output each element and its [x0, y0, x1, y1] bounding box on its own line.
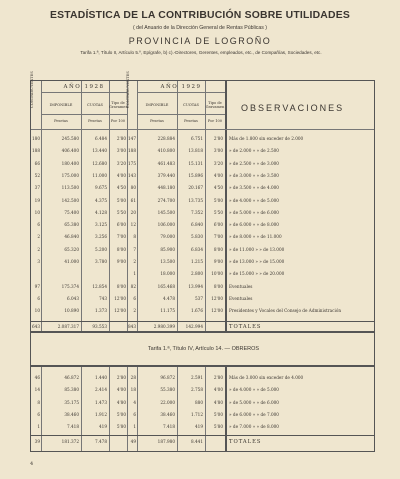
table-cell-imp2: 410.800: [157, 148, 175, 154]
table-cell-obs: » de 2.000 » » de 2.500: [229, 148, 279, 154]
table-cell-cuo2: 6.834: [191, 246, 203, 252]
table-cell-cuo2: 1.676: [191, 308, 203, 314]
row-divider: [41, 114, 127, 115]
table-cell-cuo2: 537: [195, 295, 203, 301]
table-cell-t2: 8'00: [213, 283, 223, 289]
table-cell-n1: 8: [37, 399, 40, 405]
total-cell-cuo2: 142.994: [185, 324, 203, 329]
table-cell-imp1: 65.380: [64, 222, 79, 228]
table-cell-n1: 46: [34, 375, 40, 380]
table-cell-cuo1: 743: [99, 295, 107, 301]
row-divider: [137, 114, 225, 115]
table-cell-cuo1: 4.375: [95, 197, 107, 203]
table-cell-obs: Eventuales: [229, 283, 253, 289]
table-cell-imp1: 41.000: [64, 259, 79, 264]
table-cell-t1: 6'00: [116, 222, 126, 228]
table-cell-cuo1: 6.484: [95, 136, 107, 141]
row-divider: [137, 92, 225, 93]
table-cell-imp2: 106.000: [157, 222, 175, 228]
table-cell-n2: 2: [133, 259, 136, 264]
table-cell-t1: 4'80: [116, 399, 126, 405]
table-cell-cuo2: 15.131: [188, 160, 203, 166]
contrib-header: CONTRIBUYENTES: [30, 71, 34, 108]
total-cell-n2: 843: [128, 324, 136, 329]
table-cell-imp1: 6.043: [67, 295, 79, 301]
observaciones-header: OBSERVACIONES: [241, 103, 345, 113]
table-cell-n2: 18: [130, 387, 136, 393]
table-cell-cuo1: 1.912: [95, 411, 107, 417]
table-cell-obs: » de 4.000 » » de 5.000: [229, 387, 279, 393]
table-cell-t1: 8'00: [116, 246, 126, 252]
table-cell-n2: 28: [130, 375, 136, 380]
table-cell-t1: 12'00: [114, 308, 126, 314]
table-cell-n1: 52: [34, 172, 40, 178]
table-cell-n2: 6: [133, 295, 136, 301]
section-divider: [31, 365, 374, 367]
table-cell-imp1: 10.890: [64, 308, 79, 314]
table-cell-t2: 2'80: [213, 375, 223, 380]
table-cell-t1: 5'80: [116, 424, 126, 430]
table-cell-imp1: 75.400: [64, 209, 79, 215]
table-cell-n1: 10: [34, 209, 40, 215]
table-cell-n2: 8: [133, 234, 136, 240]
table-cell-cuo2: 5.830: [191, 234, 203, 240]
tarifa-caption: Tarifa 1.ª, Título II, Artículo 5.º, Epígrafe, b) c).-Directores, Gerentes, empleados, etc., de Compañías, Sociedades, etc.: [80, 50, 322, 55]
table-cell-n2: 82: [130, 283, 136, 289]
table-cell-n2: 61: [130, 197, 136, 203]
table-cell-t2: 5'80: [213, 424, 223, 430]
total-cell-n1: 643: [32, 324, 40, 329]
table-cell-obs: » de 7.000 » » de 8.000: [229, 424, 279, 430]
table-cell-cuo1: 1.373: [95, 308, 107, 314]
table-cell-t2: 4'80: [213, 399, 223, 405]
pesetas-unit: Pesetas: [88, 119, 102, 123]
imponible-header: IMPONIBLE: [49, 103, 73, 107]
page-number: 4: [30, 461, 34, 467]
table-cell-n1: 3: [37, 259, 40, 264]
table-cell-n1: 10: [34, 308, 40, 314]
por100-unit: Por 100: [207, 119, 223, 123]
table-cell-t2: 5'50: [213, 209, 223, 215]
table-cell-imp1: 245.580: [61, 136, 79, 141]
section-2-title: Tarifa 1.ª, Título IV, Artículo 14. — OBREROS: [147, 346, 260, 352]
table-cell-obs: Más de 3.000 sin exceder de 4.000: [229, 375, 304, 380]
header-divider: [31, 129, 374, 130]
table-cell-n1: 19: [34, 197, 40, 203]
table-cell-cuo1: 12.680: [92, 160, 107, 166]
table-cell-t2: 3'00: [213, 148, 223, 154]
table-cell-n1: 97: [34, 283, 40, 289]
cuotas-header: CUOTAS: [87, 103, 103, 107]
pesetas-unit: Pesetas: [54, 119, 68, 123]
table-cell-imp1: 85.380: [64, 387, 79, 393]
table-cell-obs: » de 5.000 » » de 6.000: [229, 399, 279, 405]
table-cell-t2: 5'00: [213, 197, 223, 203]
table-cell-cuo2: 2.758: [191, 387, 203, 393]
total-cell-imp2: 187.980: [157, 439, 175, 444]
totals-label: TOTALES: [229, 438, 262, 445]
totals-label: TOTALES: [229, 323, 262, 330]
table-cell-t2: 10'00: [211, 271, 223, 277]
table-cell-imp2: 228.884: [157, 136, 175, 141]
table-cell-imp2: 79.000: [160, 234, 175, 240]
table-cell-obs: » de 3.000 » » de 3.500: [229, 172, 279, 178]
table-cell-cuo1: 3.780: [95, 259, 107, 264]
table-cell-obs: » de 5.000 » » de 6.000: [229, 209, 279, 215]
table-cell-cuo1: 11.000: [92, 172, 107, 178]
table-cell-n1: 1: [37, 424, 40, 430]
table-cell-n2: 12: [130, 222, 136, 228]
table-cell-t1: 8'00: [116, 283, 126, 289]
table-cell-t2: 4'50: [213, 185, 223, 191]
table-cell-t1: 9'00: [116, 259, 126, 264]
table-cell-t2: 5'00: [213, 411, 223, 417]
table-cell-cuo2: 20.167: [188, 185, 203, 191]
table-cell-t2: 2'80: [213, 136, 223, 141]
table-cell-obs: » de 8.000 » » de 11.000: [229, 234, 282, 240]
cuotas-header: CUOTAS: [183, 103, 199, 107]
table-cell-cuo1: 419: [99, 424, 107, 430]
table-cell-t1: 4'50: [116, 185, 126, 191]
table-cell-cuo1: 1.440: [95, 375, 107, 380]
table-cell-t2: 3'20: [213, 160, 223, 166]
table-cell-n1: 6: [37, 222, 40, 228]
pesetas-unit: Pesetas: [184, 119, 198, 123]
table-cell-cuo1: 1.473: [95, 399, 107, 405]
table-cell-cuo1: 3.256: [95, 234, 107, 240]
table-cell-n1: 14: [34, 387, 40, 393]
contrib-header: CONTRIBUYENTES: [126, 71, 130, 108]
table-cell-cuo2: 15.896: [188, 172, 203, 178]
table-cell-cuo1: 5.200: [95, 246, 107, 252]
table-cell-cuo2: 2.591: [191, 375, 203, 380]
table-cell-t1: 2'80: [116, 136, 126, 141]
table-cell-t2: 12'00: [211, 295, 223, 301]
row-divider: [41, 92, 127, 93]
table-cell-cuo2: 7.352: [191, 209, 203, 215]
table-cell-cuo2: 419: [195, 424, 203, 430]
table-cell-imp2: 85.900: [160, 246, 175, 252]
table-cell-t1: 3'00: [116, 148, 126, 154]
table-cell-t1: 4'00: [116, 172, 126, 178]
table-cell-cuo2: 13.818: [188, 148, 203, 154]
table-cell-t1: 3'20: [116, 160, 126, 166]
table-cell-obs: » de 13.000 » » de 15.000: [229, 259, 285, 264]
statistics-table: [30, 71, 375, 452]
pesetas-unit: Pesetas: [150, 119, 164, 123]
table-cell-t2: 12'00: [211, 308, 223, 314]
year-1928-label: AÑO 1928: [63, 84, 105, 90]
table-cell-n2: 7: [133, 246, 136, 252]
table-cell-cuo2: 13.994: [188, 283, 203, 289]
table-cell-imp2: 13.500: [160, 259, 175, 264]
table-cell-imp1: 175.000: [61, 172, 79, 178]
table-cell-t1: 12'00: [114, 295, 126, 301]
table-cell-obs: » de 6.000 » » de 7.000: [229, 411, 279, 417]
table-cell-imp1: 65.320: [64, 246, 79, 252]
tipo-header: Tipo de Gravamen: [205, 101, 225, 109]
total-cell-n2: 49: [130, 439, 136, 444]
table-cell-imp1: 38.460: [64, 411, 79, 417]
table-cell-n2: 1: [133, 271, 136, 277]
table-cell-n2: 6: [133, 411, 136, 417]
total-cell-imp2: 2.980.399: [153, 324, 175, 329]
table-cell-imp1: 35.175: [64, 399, 79, 405]
table-cell-imp2: 4.478: [163, 295, 175, 301]
total-cell-cuo2: 8.441: [191, 439, 203, 444]
table-cell-obs: » de 4.000 » » de 5.000: [229, 197, 279, 203]
page-subtitle: ( del Anuario de la Dirección General de Rentas Públicas ): [132, 25, 268, 31]
table-cell-imp2: 18.000: [160, 271, 175, 277]
table-cell-imp1: 175.374: [61, 283, 79, 289]
table-cell-imp2: 7.418: [163, 424, 175, 430]
table-cell-imp2: 22.000: [160, 399, 175, 405]
table-cell-cuo1: 9.675: [95, 185, 107, 191]
table-cell-t2: 7'00: [213, 234, 223, 240]
table-cell-imp2: 448.180: [157, 185, 175, 191]
table-cell-cuo2: 13.735: [188, 197, 203, 203]
table-cell-n2: 80: [130, 185, 136, 191]
table-cell-obs: » de 15.000 » » de 20.000: [229, 271, 285, 277]
table-cell-n1: 2: [37, 246, 40, 252]
table-cell-t2: 8'00: [213, 246, 223, 252]
province-heading: PROVINCIA DE LOGROÑO: [128, 36, 272, 46]
table-cell-n2: 143: [128, 172, 136, 178]
table-cell-n1: 180: [32, 136, 40, 141]
year-1929-label: AÑO 1929: [160, 84, 202, 90]
table-cell-n1: 66: [34, 160, 40, 166]
table-cell-imp2: 96.872: [160, 375, 175, 380]
table-cell-n2: 188: [128, 148, 136, 154]
total-cell-n1: 39: [34, 439, 40, 444]
total-cell-imp1: 2.087.317: [57, 324, 79, 329]
table-cell-t1: 7'00: [116, 234, 126, 240]
table-cell-imp2: 38.460: [160, 411, 175, 417]
table-cell-obs: Presidentes y Vocales del Consejo de Administración: [229, 308, 342, 314]
table-cell-cuo2: 6.840: [191, 222, 203, 228]
table-cell-t1: 5'00: [116, 197, 126, 203]
table-cell-obs: » de 3.500 » » de 4.000: [229, 185, 279, 191]
table-cell-n2: 4: [133, 399, 136, 405]
table-cell-n2: 175: [128, 160, 136, 166]
table-cell-n2: 2: [133, 308, 136, 314]
table-cell-t1: 4'00: [116, 387, 126, 393]
table-cell-imp2: 165.468: [157, 283, 175, 289]
table-cell-n2: 20: [130, 209, 136, 215]
page-title: ESTADÍSTICA DE LA CONTRIBUCIÓN SOBRE UTILIDADES: [50, 10, 350, 21]
table-cell-n1: 2: [37, 234, 40, 240]
table-cell-imp2: 55.380: [160, 387, 175, 393]
table-cell-cuo1: 13.440: [92, 148, 107, 154]
table-cell-n1: 6: [37, 295, 40, 301]
table-cell-t2: 9'00: [213, 259, 223, 264]
table-cell-imp2: 461.483: [157, 160, 175, 166]
table-cell-t1: 2'80: [116, 375, 126, 380]
table-cell-imp2: 274.700: [157, 197, 175, 203]
column-divider: [225, 81, 227, 451]
table-cell-imp1: 180.400: [61, 160, 79, 166]
table-cell-t1: 5'00: [116, 411, 126, 417]
table-cell-obs: » de 2.500 » » de 3.000: [229, 160, 279, 166]
table-cell-n2: 147: [128, 136, 136, 141]
table-cell-imp1: 7.418: [67, 424, 79, 430]
table-cell-imp1: 406.400: [61, 148, 79, 154]
table-cell-t2: 4'00: [213, 172, 223, 178]
table-cell-cuo1: 3.125: [95, 222, 107, 228]
table-cell-obs: » de 6.000 » » de 8.000: [229, 222, 279, 228]
tipo-header: Tipo de Gravamen: [109, 101, 128, 109]
table-cell-cuo2: 2.800: [191, 271, 203, 277]
totals-divider: [31, 435, 374, 436]
table-cell-cuo2: 1.712: [191, 411, 203, 417]
table-cell-imp2: 379.440: [157, 172, 175, 178]
table-cell-cuo1: 2.414: [95, 387, 107, 393]
table-cell-cuo2: 6.751: [191, 136, 203, 141]
table-cell-obs: » de 11.000 » » de 13.000: [229, 246, 285, 252]
table-cell-n2: 1: [133, 424, 136, 430]
table-cell-n1: 37: [34, 185, 40, 191]
table-cell-t2: 6'00: [213, 222, 223, 228]
table-cell-cuo1: 12.854: [92, 283, 107, 289]
table-cell-n1: 188: [32, 148, 40, 154]
por100-unit: Por 100: [110, 119, 126, 123]
table-cell-imp1: 46.872: [64, 375, 79, 380]
table-cell-t1: 5'50: [116, 209, 126, 215]
table-cell-obs: Eventuales: [229, 295, 253, 301]
table-cell-imp2: 145.500: [157, 209, 175, 215]
table-cell-t2: 4'00: [213, 387, 223, 393]
total-cell-cuo1: 7.478: [95, 439, 107, 444]
table-cell-cuo2: 880: [195, 399, 203, 405]
total-cell-imp1: 181.372: [61, 439, 79, 444]
table-cell-obs: Más de 1.800 sin exceder de 2.000: [229, 136, 304, 141]
table-cell-imp1: 142.500: [61, 197, 79, 203]
table-cell-imp1: 113.500: [61, 185, 79, 191]
totals-divider: [31, 321, 374, 322]
table-cell-imp2: 11.175: [160, 308, 175, 314]
total-cell-cuo1: 93.553: [92, 324, 107, 329]
table-cell-cuo1: 4.128: [95, 209, 107, 215]
table-cell-cuo2: 1.215: [191, 259, 203, 264]
table-cell-imp1: 46.840: [64, 234, 79, 240]
imponible-header: IMPONIBLE: [145, 103, 169, 107]
table-cell-n1: 6: [37, 411, 40, 417]
